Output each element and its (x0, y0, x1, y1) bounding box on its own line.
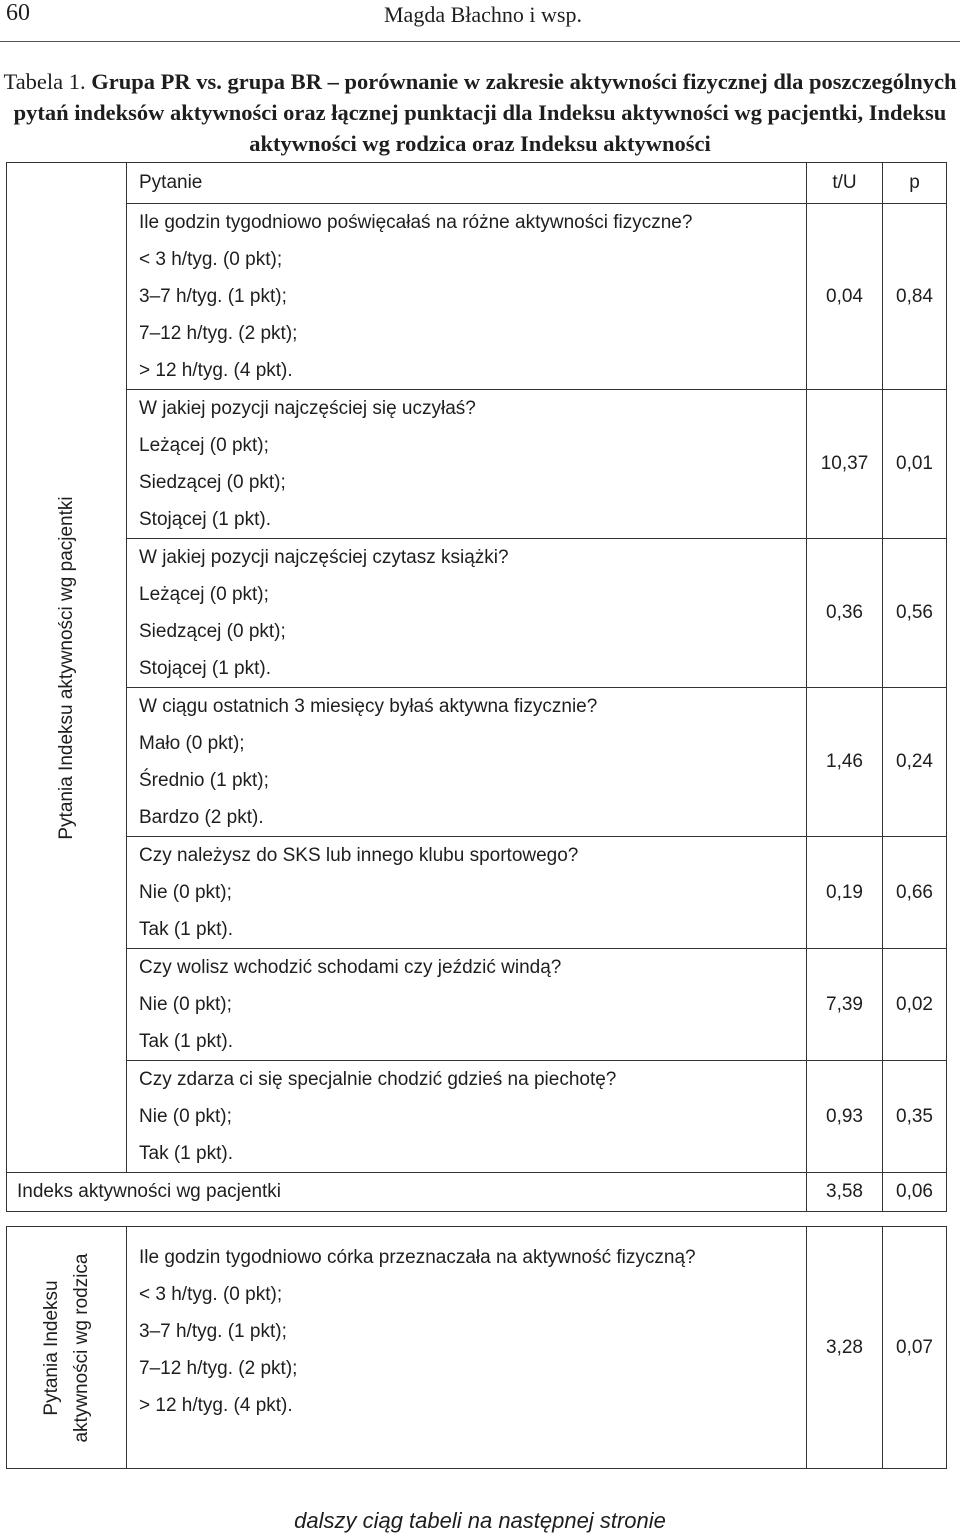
parent-side-line1: Pytania Indeksu (40, 1279, 62, 1416)
tu-value: 1,46 (807, 688, 883, 837)
answer-option: Stojącej (1 pkt). (139, 658, 271, 679)
summary-row-patient (7, 1173, 947, 1212)
header-rule (0, 41, 960, 42)
column-header-question: Pytanie (127, 163, 807, 204)
answer-option: < 3 h/tyg. (0 pkt); (139, 1284, 283, 1305)
answer-option: Siedzącej (0 pkt); (139, 621, 286, 642)
question-cell (127, 688, 807, 837)
parent-side-text (37, 1253, 97, 1442)
answer-option: Leżącej (0 pkt); (139, 584, 269, 605)
parent-side-line2: aktywności wg rodzica (70, 1252, 92, 1443)
answer-option: Średnio (1 pkt); (139, 770, 269, 791)
question-text: Czy zdarza ci się specjalnie chodzić gdzieś na piechotę? (139, 1069, 617, 1090)
answer-option: < 3 h/tyg. (0 pkt); (139, 249, 283, 270)
tu-value: 7,39 (807, 949, 883, 1061)
p-value: 0,02 (883, 949, 947, 1061)
answer-option: Siedzącej (0 pkt); (139, 472, 286, 493)
question-row (7, 837, 947, 949)
patient-index-side-label (7, 163, 127, 1173)
results-table (6, 162, 947, 1469)
answer-option: Nie (0 pkt); (139, 1106, 232, 1127)
question-row (7, 1227, 947, 1469)
question-row (7, 1061, 947, 1173)
question-text: Ile godzin tygodniowo poświęcałaś na różne aktywności fizyczne? (139, 212, 693, 233)
question-row (7, 688, 947, 837)
p-value: 0,01 (883, 390, 947, 539)
answer-option: 3–7 h/tyg. (1 pkt); (139, 286, 287, 307)
caption-title: Grupa PR vs. grupa BR – porównanie w zakresie aktywności fizycznej dla poszczególnych pytań indeksów aktywności oraz łącznej punktacji dla Indeksu aktywności wg pacjentki, Indeksu aktywności wg rodzica oraz Indeksu aktywności (13, 69, 957, 156)
p-value: 0,35 (883, 1061, 947, 1173)
question-cell (127, 204, 807, 390)
tu-value: 3,28 (807, 1227, 883, 1469)
summary-label: Indeks aktywności wg pacjentki (7, 1173, 807, 1212)
answer-option: 7–12 h/tyg. (2 pkt); (139, 323, 298, 344)
page-header (0, 0, 960, 40)
question-cell (127, 1061, 807, 1173)
parent-index-side-label (7, 1227, 127, 1469)
question-text: Ile godzin tygodniowo córka przeznaczała na aktywność fizyczną? (139, 1247, 696, 1268)
answer-option: Tak (1 pkt). (139, 1143, 233, 1164)
table-gap-row (7, 1212, 947, 1227)
question-cell (127, 539, 807, 688)
question-row (7, 390, 947, 539)
answer-option: Nie (0 pkt); (139, 882, 232, 903)
column-header-p: p (883, 163, 947, 204)
question-text: Czy wolisz wchodzić schodami czy jeździć windą? (139, 957, 562, 978)
answer-option: Stojącej (1 pkt). (139, 509, 271, 530)
p-value: 0,07 (883, 1227, 947, 1469)
column-header-tu: t/U (807, 163, 883, 204)
question-row (7, 204, 947, 390)
answer-option: Bardzo (2 pkt). (139, 807, 264, 828)
summary-tu: 3,58 (807, 1173, 883, 1212)
table-header-row (7, 163, 947, 204)
running-head: Magda Błachno i wsp. (384, 2, 582, 27)
table-gap (7, 1212, 947, 1227)
answer-option: Leżącej (0 pkt); (139, 435, 269, 456)
summary-p: 0,06 (883, 1173, 947, 1212)
answer-option: > 12 h/tyg. (4 pkt). (139, 1395, 293, 1416)
answer-option: Tak (1 pkt). (139, 919, 233, 940)
tu-value: 0,93 (807, 1061, 883, 1173)
question-text: W jakiej pozycji najczęściej czytasz książki? (139, 547, 509, 568)
question-cell (127, 390, 807, 539)
answer-option: 3–7 h/tyg. (1 pkt); (139, 1321, 287, 1342)
page-number: 60 (6, 0, 30, 26)
question-row (7, 539, 947, 688)
continuation-note: dalszy ciąg tabeli na następnej stronie (294, 1508, 666, 1533)
answer-option: Tak (1 pkt). (139, 1031, 233, 1052)
question-text: Czy należysz do SKS lub innego klubu sportowego? (139, 845, 579, 866)
answer-option: > 12 h/tyg. (4 pkt). (139, 360, 293, 381)
p-value: 0,56 (883, 539, 947, 688)
tu-value: 0,19 (807, 837, 883, 949)
question-row (7, 949, 947, 1061)
tu-value: 10,37 (807, 390, 883, 539)
p-value: 0,24 (883, 688, 947, 837)
question-text: W jakiej pozycji najczęściej się uczyłaś? (139, 398, 476, 419)
question-text: W ciągu ostatnich 3 miesięcy byłaś aktywna fizycznie? (139, 696, 598, 717)
patient-side-text: Pytania Indeksu aktywności wg pacjentki (55, 495, 77, 840)
question-cell (127, 1227, 807, 1469)
caption-label: Tabela 1. (3, 69, 86, 94)
answer-option: Nie (0 pkt); (139, 994, 232, 1015)
table-caption (0, 66, 960, 159)
answer-option: 7–12 h/tyg. (2 pkt); (139, 1358, 298, 1379)
question-cell (127, 949, 807, 1061)
answer-option: Mało (0 pkt); (139, 733, 245, 754)
p-value: 0,84 (883, 204, 947, 390)
p-value: 0,66 (883, 837, 947, 949)
question-cell (127, 837, 807, 949)
tu-value: 0,04 (807, 204, 883, 390)
tu-value: 0,36 (807, 539, 883, 688)
